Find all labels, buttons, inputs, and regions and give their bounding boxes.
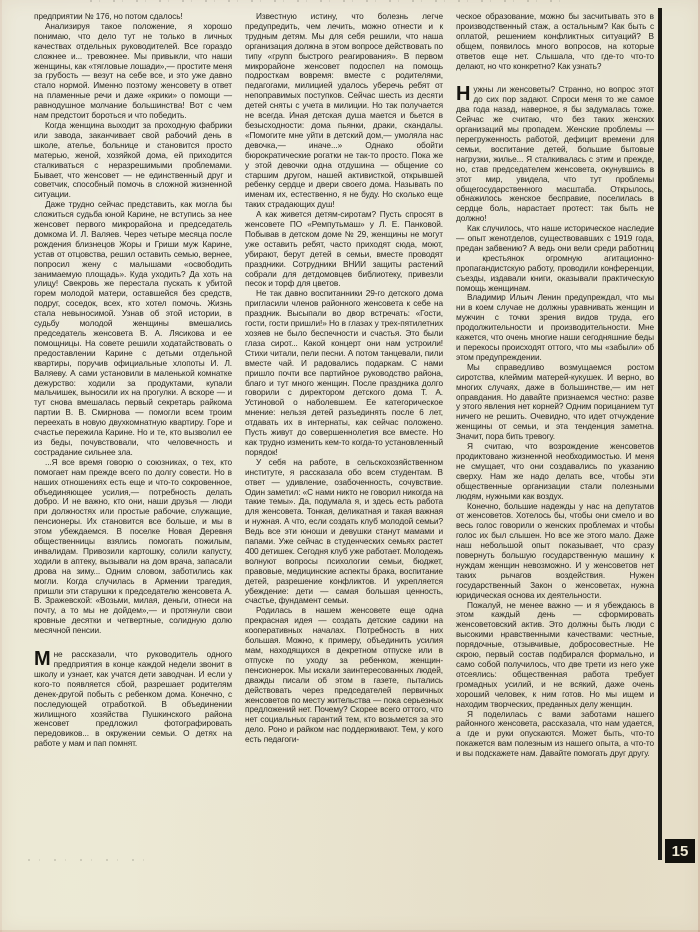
paragraph: Мне рассказали, что руководитель одного предприятия в конце каждой недели звонит в школу и узнает, как учатся дети заводчан. И если у кого-то появляется сбой, разрешает родителям денек-другой побыть с ребенком дома. Конечно, с последующей отработкой. В объединении жилищного хозяйства Пушкинского района женсовет предложил фотографировать передовиков... в окружении семьи. О детях на работе у мам и пап помнят. <box>34 648 232 749</box>
paragraph: Мы справедливо возмущаемся ростом сиротства, клеймим матерей-кукушек. И верно, во многих случаях, даже в большинстве,— им нет оправдания. Но давайте признаемся честно: разве у этого явления нет корней? Одним порицанием тут ничего не решить. Очевидно, что идет отчуждение женщины от семьи, и эта тенденция заметна. Значит, пора бить тревогу. <box>456 361 654 442</box>
paragraph: Я считаю, что возрождение женсоветов продиктовано жизненной необходимостью. И меня не смущает, что они создавались по указанию сверху. Нам же надо делать все, чтобы эти общественные организации стали полезными людям, нужными как воздух. <box>456 441 654 501</box>
paragraph: Когда женщина выходит за проходную фабрики или завода, заканчивает свой рабочий день в школе, ателье, больнице и становится просто матерью, женой, хозяйкой дома, ей приходится сталкиваться с неразрешимыми проблемами. Бывает, что женсовет — не единственный друг и советчик, способный помочь в сложной жизненной ситуации. <box>34 119 232 200</box>
paragraph: Родилась в нашем женсовете еще одна прекрасная идея — создать детские садики на кооперативных началах. Потребность в них большая. Можно, к примеру, объединить усилия мам, находящихся в декретном отпуске или в отпуске по уходу за ребенком, женщин-пенсионерок. Мы искали заинтересованных людей, дважды писали об этом в газете, пытались действовать через председателей первичных женсоветов по месту жительства — пока серьезных предложений нет. Почему? Скорее всего оттого, что нет социальных гарантий тем, кто возьмется за это дело. Роно и райком нас поддерживают. Тем, у кого есть педагоги- <box>245 605 443 745</box>
print-artifact-top <box>90 0 570 2</box>
paragraph: Нужны ли женсоветы? Странно, но вопрос этот до сих пор задают. Спроси меня то же самое два года назад, наверное, я бы задумалась тоже. Сейчас же считаю, что без таких женских организаций мы пропадем. Женские проблемы — перегруженность работой, дефицит времени для семьи, воспитание детей, большие бытовые нагрузки, жилье... Я сталкивалась с этим и прежде, но, став председателем женсовета, окунувшись в этот мир, увидела, что тут проблемы общегосударственного масштаба. Открылось, обнажилось женское бесправие, поселилась в сердце боль, нарастает протест: так быть не должно! <box>456 83 654 224</box>
paragraph: А как живется детям-сиротам? Пусть спросят в женсовете ПО «Ремпутьмаш» у Л. Е. Панковой. Побывав в детском доме № 29, женщины не могут уже оставить ребят, часто приходят сюда, моют, убирают, берут детей в семьи, вместе проводят праздники. Сотрудники ВНИИ защиты растений собрали для детдомовцев библиотеку, привезли песок и торф для цветов. <box>245 209 443 289</box>
paragraph: Пожалуй, не менее важно — и я убеждаюсь в этом каждый день — сформировать женсоветовский актив. Это должны быть люди с высокими нравственными качествами: честные, порядочные, отзывчивые, добросовестные. Не скрою, первый состав подбирался формально, и само собой получилось, что две трети из него уже отсеялись: общественная работа требует громадных усилий, и не всякий, даже очень хороший человек, к ним готов. Но мы ищем и находим творческих, преданных делу женщин. <box>456 599 654 709</box>
paragraph: Даже трудно сейчас представить, как могла бы сложиться судьба юной Карине, не вступись за нее женсовет первого микрорайона и председатель домкома И. Л. Валяев. Через четыре месяца после рождения близнецов Жоры и Гриши муж Карине, устав от отцовства, решил оставить семью, вернее, попросил жену с малышами «освободить занимаемую площадь». Куда уходить? Да хоть на улицу! Свекровь же перестала пускать к убитой горем молодой матери, оставшейся без средств, подруг, соседок, всех, кто хотел помочь. Жизнь стала невыносимой. Узнав об этой истории, в судьбу молодой женщины вмешались председатель женсовета В. А. Лясикова и ее помощницы. На совете решили ходатайствовать о предоставлении Карине с детьми отдельной квартиры, поручив официальные хлопоты И. Л. Валяеву. А сами установили в маленькой комнатке дежурство: ходили за продуктами, купали мальчишек, выносили их на прогулки. А вскоре — и тут снова вмешалась первый секретарь райкома партии В. В. Смирнова — помогли всем троим переехать в новую двухкомнатную квартиру. Горе и счастье пережила Карине. Но и те, кто вызволил ее из беды, почувствовали, что человечность и сострадание сильнее зла. <box>34 199 232 457</box>
column-divider-rule <box>658 8 662 860</box>
paragraph: Я поделилась с вами заботами нашего районного женсовета, рассказала, что нам удается, а где и руки опускаются. Может быть, что-то покажется вам полезным из нашего опыта, а что-то и вы подскажете нам. Давайте помогать друг другу. <box>456 708 654 759</box>
page-number: 15 <box>671 842 689 860</box>
paragraph: Известную истину, что болезнь легче предупредить, чем лечить, можно отнести и к трудным детям. Мы для себя решили, что наша организация должна в этом вопросе действовать по типу «групп быстрого реагирования». В первом микрорайоне женсовет подоспел на помощь подросткам вовремя: вместе с родителями, педагогами, милицией удалось уберечь ребят от непоправимых поступков. Сейчас шесть из десяти детей сняты с учета в милиции. Но так получается не всегда. Иная детская душа мается и бьется в безысходности: дома пьянки, драки, скандалы. «Помогите мне уйти в детский дом,— умоляла нас девочка,— иначе...» Однако обойти бюрократические рогатки не так-то просто. Пока же у этой девочки одна отдушина — общение со старшим другом, нашей активисткой, открывшей ребенку сердце и двери своего дома. Называть по именам их, естественно, я не буду. Но сколько еще таких страдающих душ! <box>245 11 443 210</box>
drop-cap: М <box>34 648 51 671</box>
paragraph: У себя на работе, в сельскохозяйственном институте, я рассказала обо всем студентам. В ответ — удивление, озабоченность, сочувствие. Один заметил: «С нами никто не говорил никогда на такие темы». Да, подумала я, и здесь есть работа для женсовета. Тонкая, деликатная и такая важная и нужная. А что, если создать клуб молодой семьи? Ведь все эти юноши и девушки станут мамами и папами. Уже сейчас в студенческих семьях растет 400 детишек. Сегодня клуб уже работает. Молодежь волнуют вопросы психологии семьи, бюджет, правовые, медицинские аспекты брака, воспитание детей, разрешение конфликтов. И укрепляется убеждение: дети — самая большая ценность, счастье, фундамент семьи. <box>245 456 443 606</box>
drop-cap: Н <box>456 83 471 106</box>
column-2 <box>245 12 443 759</box>
article-columns <box>34 12 654 759</box>
paragraph: ...Я все время говорю о союзниках, о тех, кто помогает нам прежде всего по долгу совести. Но в наших отношениях есть еще и что-то сокровенное, объединяющее усилия,— потребность делать добро. И не важно, кто они, наши друзья — люди при должностях или простые рабочие, служащие, пенсионеры. Их становится все больше, и мы в этом убеждаемся. В поселке Новая Деревня общественницы взялись помогать пожилым, инвалидам. Привозили картошку, солили капусту, ходили в аптеку, вызывали на дом врача, запасали дрова на зиму... Одним словом, заботились как могли. Когда случилась в Армении трагедия, пришли эти старушки к председателю женсовета А. В. Зражевской: «Возьми, милая, деньги, отнеси на почту, а то мы не дойдем»,— и протянули свои кровные десятки и четвертные, солидную долю месячной пенсии. <box>34 456 232 636</box>
column-3 <box>456 12 654 759</box>
paragraph: Владимир Ильич Ленин предупреждал, что мы ни в коем случае не должны уравнивать женщин и мужчин с точки зрения видов труда, его продолжительности и производительности. Мне кажется, что очень многие наши сегодняшние беды и перекосы происходят оттого, что мы «забыли» об этом предупреждении. <box>456 292 654 362</box>
paragraph: ческое образование, можно бы засчитывать это в производственный стаж, а остальным? Как быть с оплатой, решением конфликтных ситуаций? В общем, появилось много вопросов, на которые ответов еще нет. Слышала, что где-то что-то делают, но что конкретно? Как узнать? <box>456 11 654 71</box>
paragraph: предприятии № 176, но потом сдалось! <box>34 11 183 21</box>
paragraph: Конечно, большие надежды у нас на депутатов от женсоветов. Хотелось бы, чтобы они смело и во весь голос говорили о женских проблемах и чтобы голос их был слышен. Но все же этого мало. Даже наш небольшой опыт показывает, что сразу повернуть большую государственную машину к нуждам женщин невозможно. И у женсоветов нет таких рычагов воздействия. Нужен государственный Закон о женсоветах, нужна юридическая основа их деятельности. <box>456 500 654 600</box>
page-number-badge <box>665 839 695 863</box>
paragraph: Не так давно воспитанники 29-го детского дома пригласили членов районного женсовета к себе на праздник. Высыпали во двор встречать: «Гости, гости, гости пришли!» Но в глазах у трех-пятилетних хозяев не было беспечности и счастья. Это были глаза сирот... Какой концерт они нам устроили! Стихи читали, пели песни. А потом танцевали, пили вместе чай. И радовались подаркам. С нами пришло почти все партийное руководство района, благо и тут много женщин. После праздника долго говорили с директором детского дома Т. А. Устиновой о наболевшем. Ее категорическое мнение: нельзя детей разъединять после 6 лет, отдавать их в интернаты, как сейчас положено. Пусть живут до совершеннолетия все вместе. Но как трудно изменить кем-то когда-то установленный порядок! <box>245 288 443 457</box>
print-artifact-bottom <box>28 859 148 861</box>
paragraph: Анализируя такое положение, я хорошо понимаю, что дело тут не только в личных качествах отдельных руководителей. Все гораздо сложнее и... тревожнее. Мы привыкли, что наши женщины, как «тягловые лошади»,— простите меня за грубость — везут на себе все, и это уже давно стало нормой. Именно поэтому женсовету в ответ на пламенные речи и даже «крики» о помощи — равнодушное молчание большинства! Вот с чем нам предстоит бороться и что победить. <box>34 20 232 121</box>
paragraph: Как случилось, что наше историческое наследие — опыт женотделов, существовавших с 1919 года, предан забвению? А ведь они вели среди работниц и крестьянок огромную агитационно-пропагандистскую работу, проводили конференции, съезды, издавали книги, оказывали практическую помощь женщинам. <box>456 223 654 293</box>
column-1 <box>34 12 232 759</box>
